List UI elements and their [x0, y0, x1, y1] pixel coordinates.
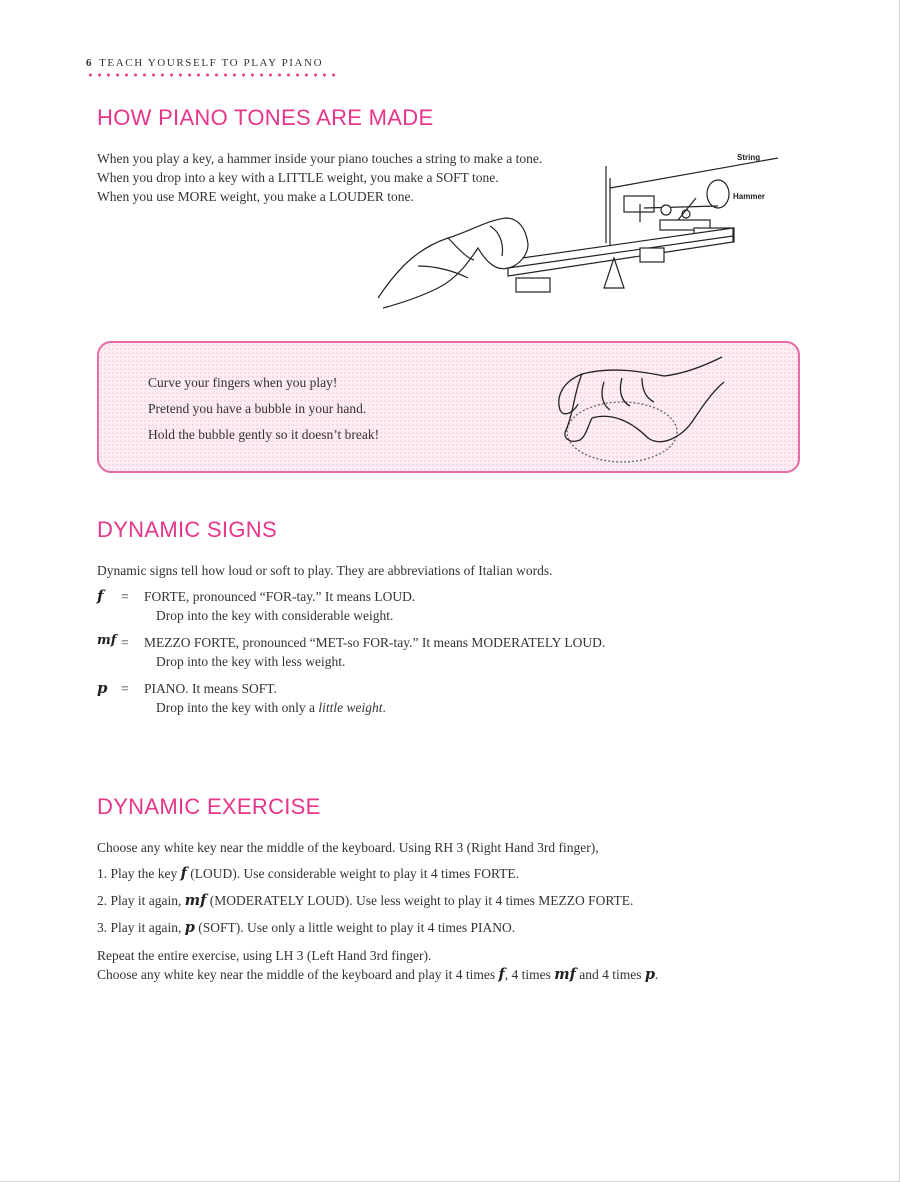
piano-instruction-end: . — [382, 700, 386, 715]
section-title-dynamic-signs: DYNAMIC SIGNS — [97, 517, 277, 542]
piano-instruction — [156, 700, 386, 716]
piano-symbol: p — [184, 919, 195, 936]
step-text: (LOUD). Use considerable weight to play it 4 times FORTE. — [186, 866, 520, 881]
dotted-rule — [86, 73, 338, 77]
tip-line: Curve your fingers when you play! — [148, 375, 338, 390]
section1-line: When you use MORE weight, you make a LOUDER tone. — [97, 189, 414, 204]
final-text: . — [655, 967, 659, 982]
string-label: String — [737, 153, 761, 162]
equals-sign: = — [121, 681, 129, 696]
book-title: TEACH YOURSELF TO PLAY PIANO — [99, 57, 324, 69]
section3-intro: Choose any white key near the middle of the keyboard. Using RH 3 (Right Hand 3rd finger), — [97, 840, 599, 855]
final-text: and 4 times — [575, 967, 645, 982]
equals-sign: = — [121, 589, 129, 604]
mezzo-forte-symbol: mf — [184, 892, 207, 909]
piano-action-illustration — [378, 148, 798, 308]
step-text: 3. Play it again, — [97, 920, 185, 935]
piano-instruction-emphasis: little weight — [318, 700, 383, 715]
step-text: 1. Play the key — [97, 866, 181, 881]
hammer-head — [707, 180, 729, 208]
hammer-label: Hammer — [733, 192, 766, 201]
string-line — [610, 158, 778, 188]
bubble — [567, 402, 677, 462]
final-text: Choose any white key near the middle of the keyboard and play it 4 times — [97, 967, 499, 982]
tip-line: Pretend you have a bubble in your hand. — [148, 401, 367, 416]
exercise-step-3 — [97, 918, 515, 937]
forte-definition: FORTE, pronounced “FOR-tay.” It means LOUD. — [144, 589, 416, 604]
curved-hand-illustration — [552, 352, 727, 464]
step-text: (MODERATELY LOUD). Use less weight to play it 4 times MEZZO FORTE. — [206, 893, 634, 908]
step-text: 2. Play it again, — [97, 893, 185, 908]
forte-symbol: f — [180, 865, 187, 882]
section1-line: When you drop into a key with a LITTLE weight, you make a SOFT tone. — [97, 170, 499, 185]
section1-line: When you play a key, a hammer inside your piano touches a string to make a tone. — [97, 151, 543, 166]
step-text: (SOFT). Use only a little weight to play it 4 times PIANO. — [194, 920, 516, 935]
section-title-how-tones: HOW PIANO TONES ARE MADE — [97, 105, 434, 130]
tip-line: Hold the bubble gently so it doesn’t break! — [148, 427, 380, 442]
equals-sign: = — [121, 635, 129, 650]
page-number: 6 — [86, 57, 94, 69]
exercise-step-1 — [97, 864, 519, 883]
forte-symbol: f — [97, 587, 104, 605]
piano-symbol: p — [644, 966, 656, 983]
mezzo-forte-symbol: mf — [97, 633, 117, 648]
section2-intro: Dynamic signs tell how loud or soft to play. They are abbreviations of Italian words. — [97, 563, 553, 578]
exercise-final — [97, 965, 658, 984]
mezzo-forte-definition: MEZZO FORTE, pronounced “MET-so FOR-tay.” It means MODERATELY LOUD. — [144, 635, 606, 650]
mezzo-forte-symbol: mf — [554, 966, 576, 983]
final-text: , 4 times — [504, 967, 555, 982]
mezzo-forte-instruction: Drop into the key with less weight. — [156, 654, 346, 669]
section-title-dynamic-exercise: DYNAMIC EXERCISE — [97, 794, 321, 819]
forte-instruction: Drop into the key with considerable weight. — [156, 608, 394, 623]
exercise-repeat: Repeat the entire exercise, using LH 3 (Left Hand 3rd finger). — [97, 948, 432, 963]
piano-instruction-text: Drop into the key with only a — [156, 700, 319, 715]
running-head — [86, 57, 323, 69]
forte-symbol: f — [498, 966, 505, 983]
exercise-step-2 — [97, 891, 633, 910]
piano-symbol: p — [97, 679, 108, 697]
tip-text — [148, 370, 379, 448]
piano-definition: PIANO. It means SOFT. — [144, 681, 277, 696]
